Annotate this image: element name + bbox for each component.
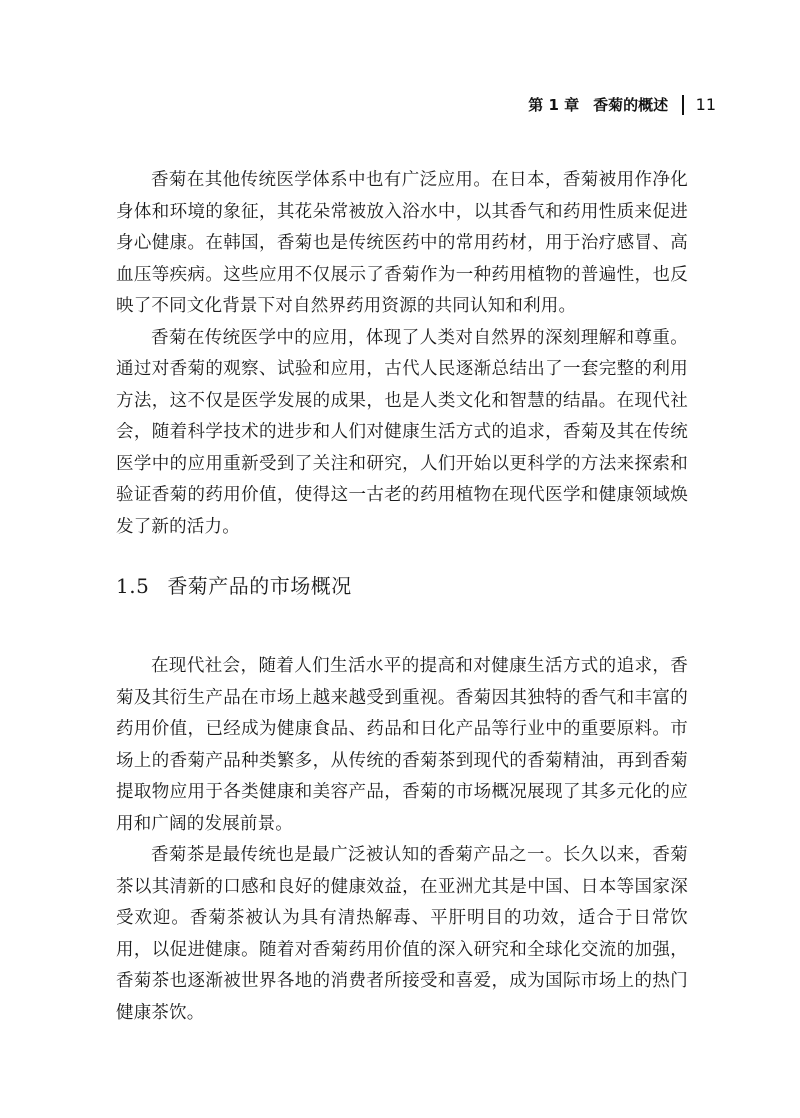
paragraph: 香菊在其他传统医学体系中也有广泛应用。在日本，香菊被用作净化身体和环境的象征，其花朵常被放入浴水中，以其香气和药用性质来促进身心健康。在韩国，香菊也是传统医药中的常用药材，用于治疗感冒、高血压等疾病。这些应用不仅展示了香菊作为一种药用植物的普遍性，也反映了不同文化背景下对自然界药用资源的共同认知和利用。: [116, 170, 688, 316]
running-header: [528, 94, 716, 115]
paragraph: 在现代社会，随着人们生活水平的提高和对健康生活方式的追求，香菊及其衍生产品在市场上越来越受到重视。香菊因其独特的香气和丰富的药用价值，已经成为健康食品、药品和日化产品等行业中的重要原料。市场上的香菊产品种类繁多，从传统的香菊茶到现代的香菊精油，再到香菊提取物应用于各类健康和美容产品，香菊的市场概况展现了其多元化的应用和广阔的发展前景。: [116, 656, 688, 834]
section-title: 香菊产品的市场概况: [167, 574, 352, 598]
chapter-label: 第 1 章: [528, 96, 580, 114]
section-heading: [116, 570, 352, 599]
paragraph: 香菊茶是最传统也是最广泛被认知的香菊产品之一。长久以来，香菊茶以其清新的口感和良好的健康效益，在亚洲尤其是中国、日本等国家深受欢迎。香菊茶被认为具有清热解毒、平肝明目的功效，适合于日常饮用，以促进健康。随着对香菊药用价值的深入研究和全球化交流的加强，香菊茶也逐渐被世界各地的消费者所接受和喜爱，成为国际市场上的热门健康茶饮。: [116, 845, 688, 1023]
section-number: 1.5: [116, 574, 150, 598]
text-block-bottom: [116, 651, 688, 1029]
page-number: 11: [695, 95, 716, 114]
text-block-top: [116, 165, 688, 543]
chapter-title: 香菊的概述: [593, 96, 669, 114]
paragraph: 香菊在传统医学中的应用，体现了人类对自然界的深刻理解和尊重。通过对香菊的观察、试验和应用，古代人民逐渐总结出了一套完整的利用方法，这不仅是医学发展的成果，也是人类文化和智慧的结晶。在现代社会，随着科学技术的进步和人们对健康生活方式的追求，香菊及其在传统医学中的应用重新受到了关注和研究，人们开始以更科学的方法来探索和验证香菊的药用价值，使得这一古老的药用植物在现代医学和健康领域焕发了新的活力。: [116, 327, 688, 537]
header-divider: [682, 95, 684, 115]
